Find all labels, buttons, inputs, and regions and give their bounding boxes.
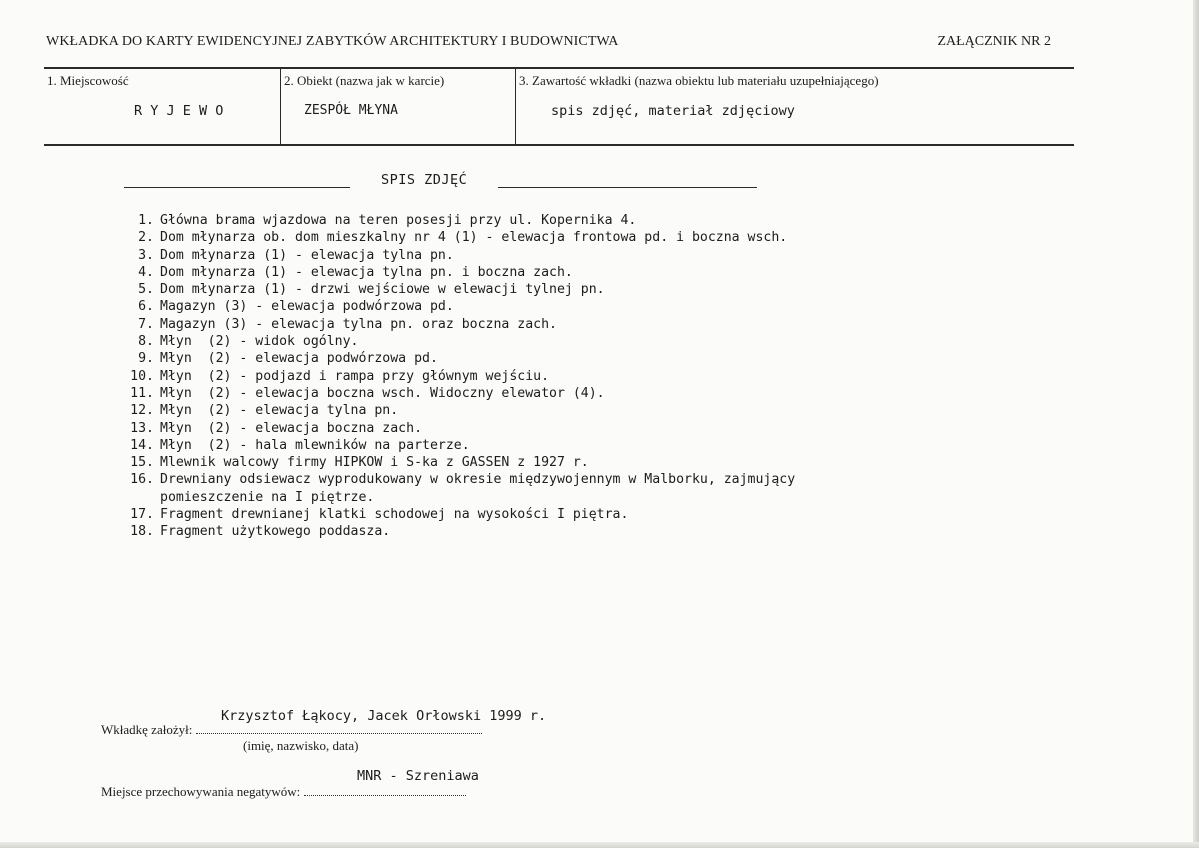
table-top-rule [44,67,1074,69]
list-item-number: 18. [130,524,154,540]
list-item [120,402,880,419]
list-item-number: 14. [130,437,154,453]
locality-value: R Y J E W O [134,103,224,119]
list-item [120,316,880,333]
list-item [120,333,880,350]
author-label [101,722,482,738]
list-item [120,454,880,471]
list-item-number: 10. [130,368,154,384]
list-item-text: Magazyn (3) - elewacja podwórzowa pd. [160,299,454,315]
list-item-number: 9. [138,351,154,367]
list-item-text: Młyn (2) - podjazd i rampa przy głównym wejściu. [160,368,550,384]
annex-number: ZAŁĄCZNIK NR 2 [937,34,1051,49]
list-item-number: 6. [138,299,154,315]
object-label: 2. Obiekt (nazwa jak w karcie) [284,73,445,88]
list-item [120,298,880,315]
list-item-number: 13. [130,420,154,436]
list-item-text: Drewniany odsiewacz wyprodukowany w okresie międzywojennym w Malborku, zajmujący pomieszczenie na I piętrze. [160,472,796,505]
photo-list [120,212,880,541]
list-item [120,229,880,246]
list-item [120,350,880,367]
list-item [120,264,880,281]
storage-dotted-line [304,795,466,796]
list-item-number: 4. [138,264,154,280]
list-item-text: Młyn (2) - elewacja podwórzowa pd. [160,351,438,367]
storage-value: MNR - Szreniawa [357,768,479,784]
list-item-number: 3. [138,247,154,263]
list-item-text: Młyn (2) - widok ogólny. [160,334,359,350]
list-item-text: Magazyn (3) - elewacja tylna pn. oraz boczna zach. [160,316,557,332]
list-item-number: 8. [138,334,154,350]
list-item [120,385,880,402]
table-divider-1 [280,68,281,145]
list-item-text: Młyn (2) - elewacja tylna pn. [160,403,399,419]
list-item-number: 15. [130,455,154,471]
contents-label: 3. Zawartość wkładki (nazwa obiektu lub materiału uzupełniającego) [519,73,879,88]
list-item-text: Młyn (2) - elewacja boczna zach. [160,420,423,436]
list-item-text: Dom młynarza (1) - elewacja tylna pn. i boczna zach. [160,264,573,280]
list-item [120,523,880,540]
list-item-number: 7. [138,316,154,332]
storage-label [101,784,466,800]
list-item-number: 12. [130,403,154,419]
list-item [120,247,880,264]
table-bottom-rule [44,144,1074,146]
list-item-number: 17. [130,507,154,523]
storage-label-text: Miejsce przechowywania negatywów: [101,784,301,799]
list-item-text: Młyn (2) - elewacja boczna wsch. Widoczny elewator (4). [160,385,605,401]
list-item [120,368,880,385]
object-value: ZESPÓŁ MŁYNA [304,103,398,118]
document-title: WKŁADKA DO KARTY EWIDENCYJNEJ ZABYTKÓW ARCHITEKTURY I BUDOWNICTWA [46,34,619,49]
list-item [120,437,880,454]
list-item [120,506,880,523]
section-rule-left [124,187,350,188]
list-item-number: 5. [138,282,154,298]
author-dotted-line [196,733,482,734]
page-edge-shadow-bottom [0,842,1199,848]
list-item-text: Dom młynarza (1) - drzwi wejściowe w elewacji tylnej pn. [160,282,605,298]
list-item-text: Dom młynarza ob. dom mieszkalny nr 4 (1) - elewacja frontowa pd. i boczna wsch. [160,230,788,246]
section-title: SPIS ZDJĘĆ [381,172,468,188]
list-item-text: Dom młynarza (1) - elewacja tylna pn. [160,247,454,263]
list-item-number: 11. [130,385,154,401]
page-edge-shadow [1193,0,1199,848]
author-value: Krzysztof Łąkocy, Jacek Orłowski 1999 r. [221,708,547,724]
list-item-number: 2. [138,230,154,246]
list-item-text: Fragment drewnianej klatki schodowej na wysokości I piętra. [160,507,629,523]
author-caption: (imię, nazwisko, data) [243,738,359,753]
list-item-text: Główna brama wjazdowa na teren posesji przy ul. Kopernika 4. [160,213,637,228]
author-label-text: Wkładkę założył: [101,722,193,737]
locality-label: 1. Miejscowość [47,73,129,88]
table-divider-2 [515,68,516,145]
list-item-number: 16. [130,472,154,488]
list-item [120,212,880,229]
list-item [120,420,880,437]
list-item-text: Fragment użytkowego poddasza. [160,524,391,540]
list-item-text: Młyn (2) - hala mlewników na parterze. [160,437,470,453]
contents-value: spis zdjęć, materiał zdjęciowy [551,103,795,119]
list-item [120,281,880,298]
section-rule-right [498,187,757,188]
list-item [120,471,880,506]
list-item-number: 1. [138,213,154,228]
list-item-text: Mlewnik walcowy firmy HIPKOW i S-ka z GASSEN z 1927 r. [160,455,589,471]
